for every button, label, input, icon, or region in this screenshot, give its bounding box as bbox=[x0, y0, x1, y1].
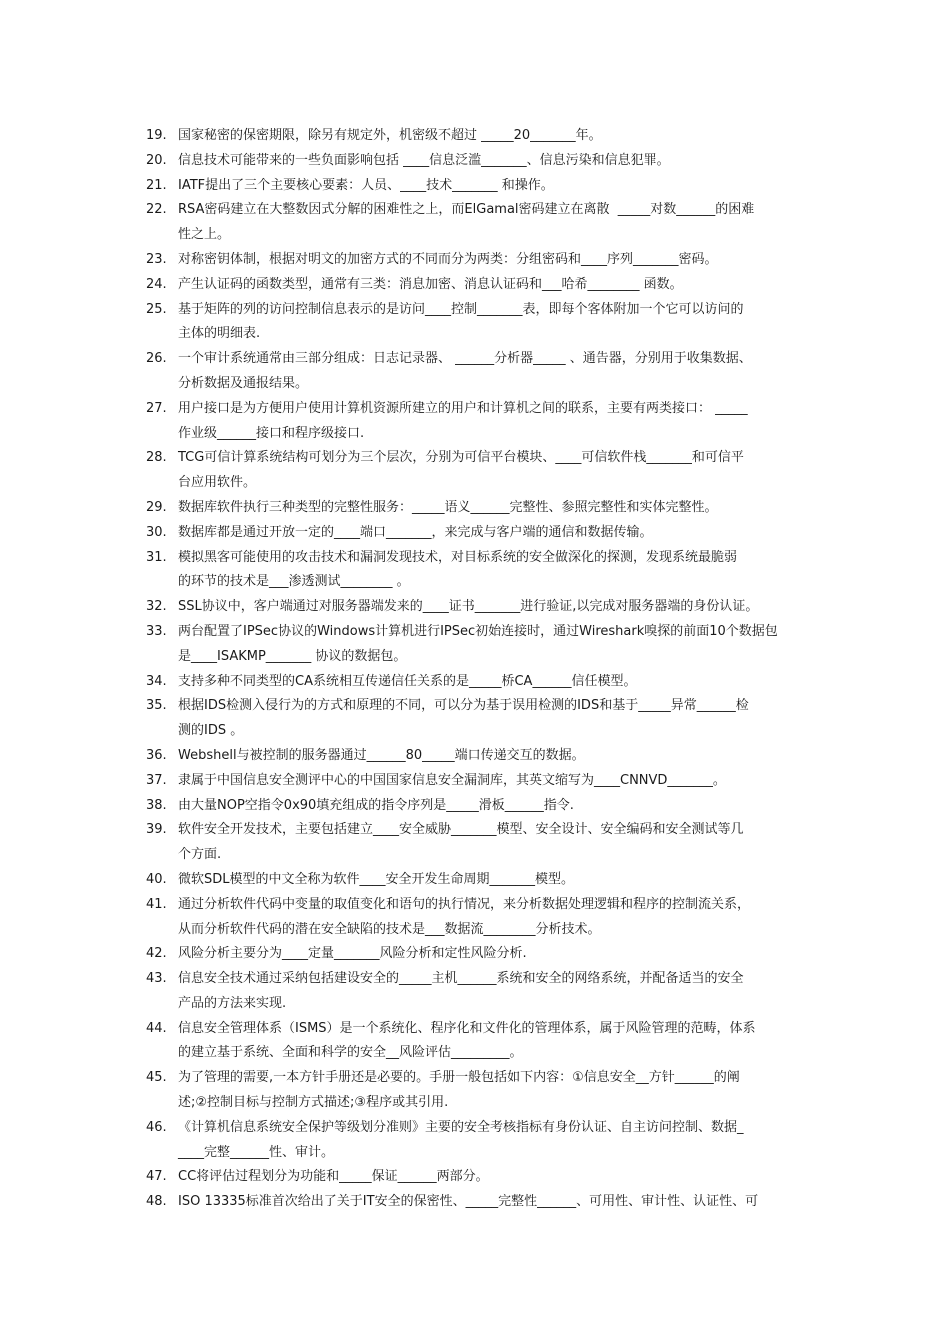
question-number: 47. bbox=[146, 1169, 167, 1185]
question-text: 信息安全技术通过采纳包括建设安全的_____主机______系统和安全的网络系统，并配备适当的安全 bbox=[178, 971, 744, 987]
question-line bbox=[146, 1141, 811, 1166]
question-number: 21. bbox=[146, 177, 167, 193]
question-line bbox=[146, 496, 811, 521]
question-line bbox=[146, 149, 811, 174]
question-text: 对称密钥体制，根据对明文的加密方式的不同而分为两类：分组密码和____序列_______密码。 bbox=[178, 251, 718, 267]
question-line bbox=[146, 198, 811, 223]
question-text: Webshell与被控制的服务器通过______80_____端口传递交互的数据。 bbox=[178, 747, 585, 763]
question-line bbox=[146, 397, 811, 422]
question-text: 微软SDL模型的中文全称为软件____安全开发生命周期_______模型。 bbox=[178, 871, 575, 887]
question-line bbox=[146, 1091, 811, 1116]
question-line bbox=[146, 595, 811, 620]
question-number: 43. bbox=[146, 971, 167, 987]
question-number: 46. bbox=[146, 1119, 167, 1135]
question-text: 模拟黑客可能使用的攻击技术和漏洞发现技术，对目标系统的安全做深化的探测，发现系统最脆弱 bbox=[178, 549, 738, 565]
question-number: 33. bbox=[146, 623, 167, 639]
question-number: 37. bbox=[146, 772, 167, 788]
question-text: 用户接口是为方便用户使用计算机资源所建立的用户和计算机之间的联系，主要有两类接口： _____ bbox=[178, 400, 748, 416]
question-number bbox=[146, 992, 178, 1017]
question-line bbox=[146, 1116, 811, 1141]
question-line bbox=[146, 1066, 811, 1091]
question-text: 产生认证码的函数类型，通常有三类：消息加密、消息认证码和___哈希________ 函数。 bbox=[178, 276, 683, 292]
question-number bbox=[146, 471, 178, 496]
question-text: RSA密码建立在大整数因式分解的困难性之上，而ElGamal密码建立在离散 _____对数______的困难 bbox=[178, 202, 755, 218]
question-line bbox=[146, 248, 811, 273]
question-text: 通过分析软件代码中变量的取值变化和语句的执行情况，来分析数据处理逻辑和程序的控制流关系， bbox=[178, 896, 751, 912]
question-number bbox=[146, 223, 178, 248]
question-number: 34. bbox=[146, 673, 167, 689]
question-number bbox=[146, 645, 178, 670]
question-text: 支持多种不同类型的CA系统相互传递信任关系的是_____桥CA______信任模型。 bbox=[178, 673, 637, 689]
question-number bbox=[146, 1091, 178, 1116]
question-text: 国家秘密的保密期限，除另有规定外，机密级不超过 _____20_______年。 bbox=[178, 128, 602, 143]
question-text: 基于矩阵的列的访问控制信息表示的是访问____控制_______表，即每个客体附加一个它可以访问的 bbox=[178, 301, 744, 317]
question-text: 是____ISAKMP_______ 协议的数据包。 bbox=[178, 648, 407, 664]
question-text: CC将评估过程划分为功能和_____保证______两部分。 bbox=[178, 1169, 489, 1185]
question-text: 隶属于中国信息安全测评中心的中国国家信息安全漏洞库，其英文缩写为____CNNVD_______。 bbox=[178, 772, 726, 788]
question-text: 信息安全管理体系（ISMS）是一个系统化、程序化和文件化的管理体系，属于风险管理的范畴，体系 bbox=[178, 1020, 756, 1036]
question-line bbox=[146, 769, 811, 794]
question-line bbox=[146, 670, 811, 695]
question-line bbox=[146, 570, 811, 595]
question-number: 36. bbox=[146, 747, 167, 763]
question-text: 的建立基于系统、全面和科学的安全__风险评估_________。 bbox=[178, 1045, 523, 1061]
question-number: 19. bbox=[146, 128, 167, 143]
question-text: 软件安全开发技术，主要包括建立____安全威胁_______模型、安全设计、安全编码和安全测试等几 bbox=[178, 822, 744, 838]
question-line bbox=[146, 744, 811, 769]
question-text: 产品的方法来实现. bbox=[178, 995, 287, 1011]
question-text: 分析数据及通报结果。 bbox=[178, 375, 309, 391]
question-number bbox=[146, 372, 178, 397]
question-text: ____完整______性、审计。 bbox=[178, 1144, 335, 1160]
question-text: ISO 13335标准首次给出了关于IT安全的保密性、_____完整性______、可用性、审计性、认证性、可 bbox=[178, 1194, 759, 1210]
question-line bbox=[146, 794, 811, 819]
question-line bbox=[146, 322, 811, 347]
question-text: 风险分析主要分为____定量_______风险分析和定性风险分析. bbox=[178, 946, 527, 962]
question-text: 信息技术可能带来的一些负面影响包括 ____信息泛滥_______、信息污染和信息犯罪。 bbox=[178, 152, 670, 168]
question-line bbox=[146, 223, 811, 248]
question-number: 27. bbox=[146, 400, 167, 416]
question-line bbox=[146, 1165, 811, 1190]
question-line bbox=[146, 446, 811, 471]
question-text: 数据库都是通过开放一定的____端口_______，来完成与客户端的通信和数据传输。 bbox=[178, 524, 653, 540]
question-line bbox=[146, 347, 811, 372]
question-line bbox=[146, 471, 811, 496]
question-text: 根据IDS检测入侵行为的方式和原理的不同，可以分为基于误用检测的IDS和基于_____异常______检 bbox=[178, 698, 749, 714]
question-number: 41. bbox=[146, 896, 167, 912]
question-line bbox=[146, 719, 811, 744]
question-number bbox=[146, 843, 178, 868]
question-number: 40. bbox=[146, 871, 167, 887]
question-line bbox=[146, 298, 811, 323]
question-number: 45. bbox=[146, 1070, 167, 1086]
question-line bbox=[146, 273, 811, 298]
question-list bbox=[146, 124, 811, 1215]
question-text: 台应用软件。 bbox=[178, 475, 257, 491]
question-text: 测的IDS 。 bbox=[178, 723, 244, 739]
question-text: 主体的明细表. bbox=[178, 326, 261, 342]
question-text: 《计算机信息系统安全保护等级划分准则》主要的安全考核指标有身份认证、自主访问控制、数据_ bbox=[178, 1119, 744, 1135]
question-number: 28. bbox=[146, 450, 167, 466]
question-line bbox=[146, 868, 811, 893]
question-line bbox=[146, 124, 811, 149]
question-text: 为了管理的需要,一本方针手册还是必要的。手册一般包括如下内容：①信息安全__方针______的阐 bbox=[178, 1070, 740, 1086]
question-number: 48. bbox=[146, 1194, 167, 1210]
question-text: 个方面. bbox=[178, 847, 222, 863]
question-number: 22. bbox=[146, 202, 167, 218]
question-number bbox=[146, 1041, 178, 1066]
question-line bbox=[146, 818, 811, 843]
question-line bbox=[146, 918, 811, 943]
question-line bbox=[146, 967, 811, 992]
question-number: 38. bbox=[146, 797, 167, 813]
question-number bbox=[146, 1141, 178, 1166]
question-line bbox=[146, 843, 811, 868]
question-number bbox=[146, 422, 178, 447]
question-line bbox=[146, 645, 811, 670]
question-line bbox=[146, 1017, 811, 1042]
question-text: 从而分析软件代码的潜在安全缺陷的技术是___数据流________分析技术。 bbox=[178, 921, 601, 937]
question-number: 20. bbox=[146, 152, 167, 168]
question-number: 39. bbox=[146, 822, 167, 838]
question-line bbox=[146, 546, 811, 571]
question-number: 35. bbox=[146, 698, 167, 714]
question-text: 由大量NOP空指令0x90填充组成的指令序列是_____滑板______指令. bbox=[178, 797, 574, 813]
question-text: 数据库软件执行三种类型的完整性服务：_____语义______完整性、参照完整性和实体完整性。 bbox=[178, 499, 718, 515]
question-number: 44. bbox=[146, 1020, 167, 1036]
question-line bbox=[146, 694, 811, 719]
question-text: TCG可信计算系统结构可划分为三个层次，分别为可信平台模块、____可信软件栈_______和可信平 bbox=[178, 450, 744, 466]
question-line bbox=[146, 992, 811, 1017]
question-text: 一个审计系统通常由三部分组成：日志记录器、 ______分析器_____ 、通告器，分别用于收集数据、 bbox=[178, 351, 752, 367]
question-number: 30. bbox=[146, 524, 167, 540]
question-number: 29. bbox=[146, 499, 167, 515]
question-text: 两台配置了IPSec协议的Windows计算机进行IPSec初始连接时，通过Wireshark嗅探的前面10个数据包 bbox=[178, 623, 778, 639]
question-line bbox=[146, 1190, 811, 1215]
question-text: SSL协议中，客户端通过对服务器端发来的____证书_______进行验证,以完成对服务器端的身份认证。 bbox=[178, 599, 759, 615]
question-number: 24. bbox=[146, 276, 167, 292]
question-line bbox=[146, 174, 811, 199]
question-line bbox=[146, 893, 811, 918]
question-text: IATF提出了三个主要核心要素：人员、____技术_______ 和操作。 bbox=[178, 177, 554, 193]
question-number bbox=[146, 322, 178, 347]
question-line bbox=[146, 620, 811, 645]
question-line bbox=[146, 422, 811, 447]
question-text: 性之上。 bbox=[178, 227, 231, 243]
question-line bbox=[146, 1041, 811, 1066]
question-text: 的环节的技术是___渗透测试________ 。 bbox=[178, 574, 410, 590]
question-number: 42. bbox=[146, 946, 167, 962]
question-line bbox=[146, 942, 811, 967]
question-line bbox=[146, 372, 811, 397]
question-number: 25. bbox=[146, 301, 167, 317]
question-number: 26. bbox=[146, 351, 167, 367]
question-number: 23. bbox=[146, 251, 167, 267]
question-text: 作业级______接口和程序级接口. bbox=[178, 425, 365, 441]
question-number bbox=[146, 719, 178, 744]
question-number: 32. bbox=[146, 599, 167, 615]
question-number bbox=[146, 918, 178, 943]
question-number bbox=[146, 570, 178, 595]
question-line bbox=[146, 521, 811, 546]
question-number: 31. bbox=[146, 549, 167, 565]
question-text: 述;②控制目标与控制方式描述;③程序或其引用. bbox=[178, 1095, 449, 1111]
